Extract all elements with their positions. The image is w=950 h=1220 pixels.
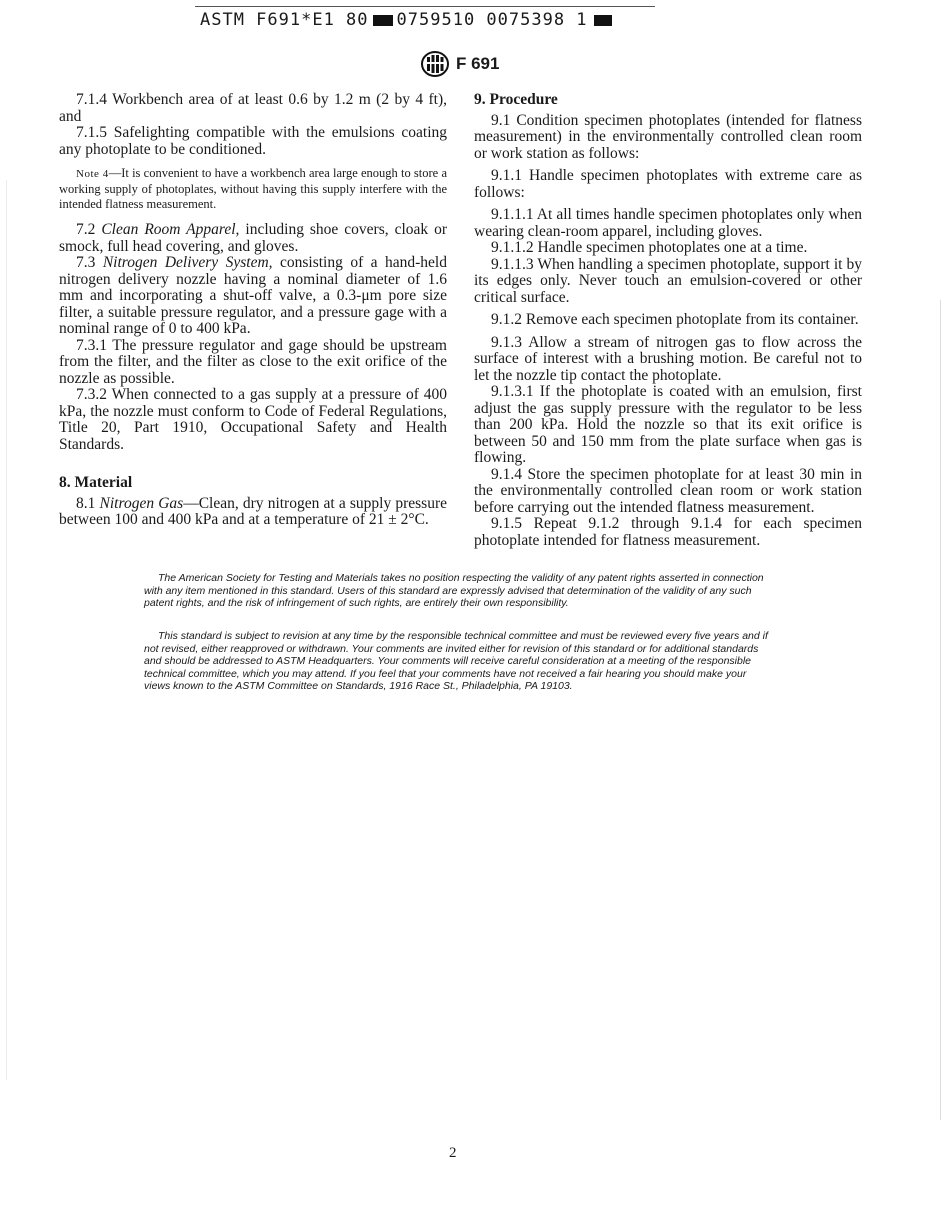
para-9-1: 9.1 Condition specimen photoplates (intended for flatness measurement) in the environmentally controlled clean room or work station as follows: bbox=[474, 111, 862, 162]
para-7-2-number: 7.2 bbox=[76, 221, 96, 238]
para-8-1-text: —Clean, dry nitrogen at a supply pressure between 100 and 400 kPa and at a temperature of 21 ± 2°C. bbox=[59, 494, 448, 528]
para-7-3-number: 7.3 bbox=[76, 254, 96, 271]
para-7-1-5: 7.1.5 Safelighting compatible with the emulsions coating any photoplate to be conditioned. bbox=[59, 124, 447, 158]
para-9-1-2: 9.1.2 Remove each specimen photoplate from its container. bbox=[491, 311, 859, 328]
header-code-part2: 0759510 0075398 1 bbox=[396, 10, 588, 30]
astm-logo-icon bbox=[420, 51, 450, 77]
para-8-1-number: 8.1 bbox=[76, 494, 96, 512]
standard-number: F 691 bbox=[456, 54, 500, 73]
para-7-2-title: Clean Room Apparel, bbox=[101, 221, 240, 238]
para-9-1-3: 9.1.3 Allow a stream of nitrogen gas to flow across the surface of interest with a brushing motion. Be careful not to let the nozzle tip contact the photoplate. bbox=[474, 333, 862, 384]
header-code-part1: ASTM F691*E1 80 bbox=[200, 10, 369, 30]
para-7-3 bbox=[59, 255, 447, 338]
left-column bbox=[59, 92, 447, 529]
para-8-1 bbox=[59, 496, 447, 529]
revision-notice-text: This standard is subject to revision at any time by the responsible technical committee and must be reviewed every five years and if not revised, either reapproved or withdrawn. Your comments are invited either for revision of this standard or for additional standards and should be addressed to ASTM Headquarters. Your comments will receive careful consideration at a meeting of the responsible technical committee, which you may attend. If you feel that your comments have not received a fair hearing you should make your views known to the ASTM Committee on Standards, 1916 Race St., Philadelphia, PA 19103. bbox=[144, 630, 768, 692]
scan-edge-left bbox=[6, 180, 7, 1080]
section-8-heading: 8. Material bbox=[59, 474, 133, 491]
header-code bbox=[200, 10, 612, 30]
para-7-3-1: 7.3.1 The pressure regulator and gage should be upstream from the filter, and the filter as close to the exit orifice of the nozzle as possible. bbox=[59, 336, 447, 387]
para-9-1-1: 9.1.1 Handle specimen photoplates with extreme care as follows: bbox=[474, 167, 862, 201]
patent-notice bbox=[144, 572, 774, 610]
redaction-block-icon bbox=[594, 15, 612, 26]
note-4-label: Note 4 bbox=[76, 168, 109, 180]
para-7-2 bbox=[59, 222, 447, 255]
right-column bbox=[474, 92, 862, 549]
para-9-1-1-2: 9.1.1.2 Handle specimen photoplates one at a time. bbox=[491, 239, 808, 256]
para-7-3-text: consisting of a hand-held nitrogen delivery nozzle having a nominal diameter of 1.6 mm and incorporating a shut-off valve, a 0.3-μm pore size filter, a suitable pressure regulator, and a pressure gage with a nominal range of 0 to 400 kPa. bbox=[59, 254, 447, 337]
para-9-1-1-3: 9.1.1.3 When handling a specimen photoplate, support it by its edges only. Never touch an emulsion-covered or other critical surface. bbox=[474, 255, 862, 306]
header-rule bbox=[195, 6, 655, 7]
para-7-3-2: 7.3.2 When connected to a gas supply at a pressure of 400 kPa, the nozzle must conform to Code of Federal Regulations, Title 20, Part 1910, Occupational Safety and Health Standards. bbox=[59, 386, 447, 453]
para-7-3-title: Nitrogen Delivery System, bbox=[102, 254, 273, 271]
scan-edge-right bbox=[940, 300, 941, 1120]
note-4 bbox=[59, 166, 447, 212]
para-9-1-5: 9.1.5 Repeat 9.1.2 through 9.1.4 for each specimen photoplate intended for flatness measurement. bbox=[474, 515, 862, 549]
redaction-block-icon bbox=[373, 15, 393, 26]
para-9-1-1-1: 9.1.1.1 At all times handle specimen photoplates only when wearing clean-room apparel, including gloves. bbox=[474, 206, 862, 240]
standard-designation bbox=[420, 50, 499, 78]
para-7-2-text: including shoe covers, cloak or smock, full head covering, and gloves. bbox=[59, 221, 448, 255]
para-9-1-3-1: 9.1.3.1 If the photoplate is coated with an emulsion, first adjust the gas supply pressure with the regulator to be less than 200 kPa. Hold the nozzle so that its exit orifice is between 50 and 150 mm from the plate surface when gas is flowing. bbox=[474, 383, 862, 466]
page-number: 2 bbox=[449, 1145, 457, 1161]
para-8-1-title: Nitrogen Gas bbox=[99, 494, 184, 512]
revision-notice bbox=[144, 630, 774, 693]
note-4-text: —It is convenient to have a workbench area large enough to store a working supply of photoplates, without having this supply interfere with the intended flatness measurement. bbox=[59, 166, 447, 211]
patent-notice-text: The American Society for Testing and Materials takes no position respecting the validity of any patent rights asserted in connection with any item mentioned in this standard. Users of this standard are expressly advised that determination of the validity of any such patent rights, and the risk of infringement of such rights, are entirely their own responsibility. bbox=[144, 572, 764, 609]
para-9-1-4: 9.1.4 Store the specimen photoplate for at least 30 min in the environmentally controlled clean room or work station before carrying out the intended flatness measurement. bbox=[474, 465, 862, 516]
para-7-1-4: 7.1.4 Workbench area of at least 0.6 by 1.2 m (2 by 4 ft), and bbox=[59, 91, 447, 125]
section-9-heading: 9. Procedure bbox=[474, 91, 558, 108]
